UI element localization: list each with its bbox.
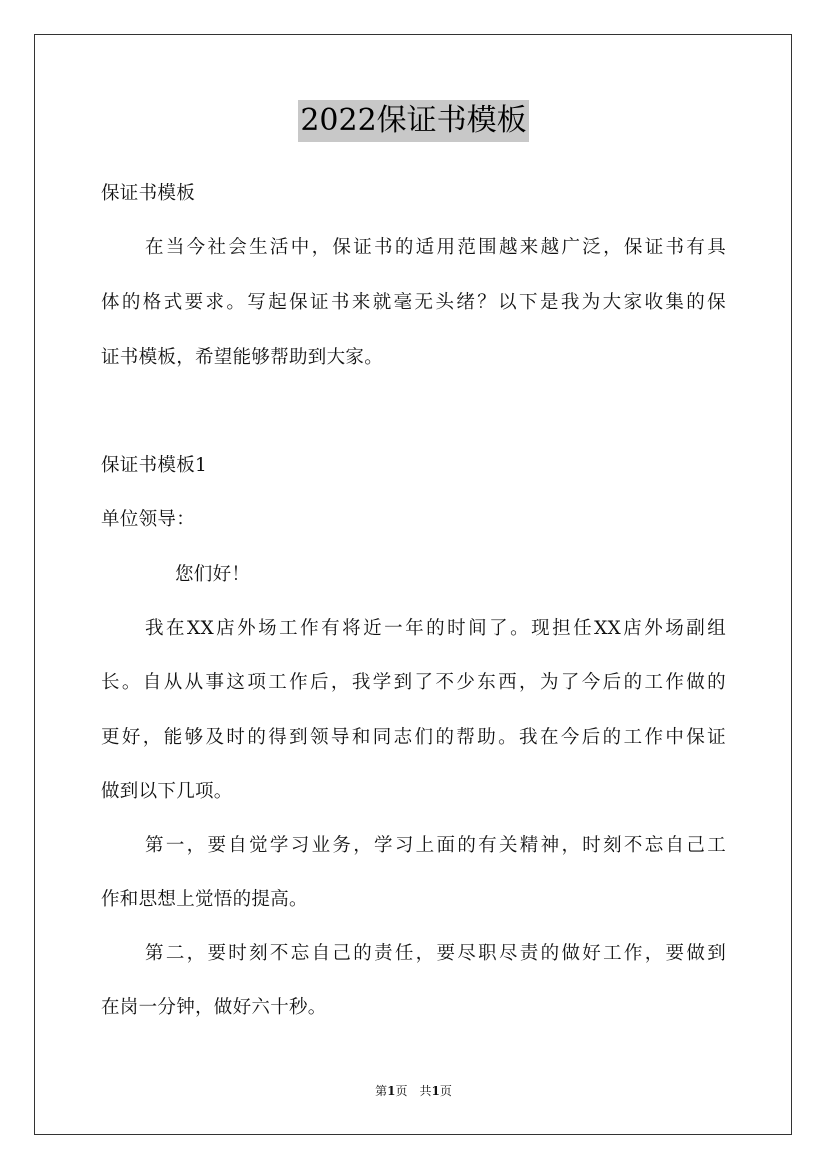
section-heading: 保证书模板 <box>101 183 196 204</box>
paragraph-line: 作和思想上觉悟的提高。 <box>101 889 308 910</box>
paragraph-line: 做到以下几项。 <box>101 781 233 802</box>
footer-total-pages: 1 <box>431 1084 440 1098</box>
paragraph-line: 第二，要时刻不忘自己的责任，要尽职尽责的做好工作，要做到 <box>145 943 726 964</box>
section-heading: 保证书模板1 <box>101 455 208 476</box>
paragraph-line: 在岗一分钟，做好六十秒。 <box>101 997 327 1018</box>
paragraph-line: 我在XX店外场工作有将近一年的时间了。现担任XX店外场副组 <box>145 618 726 639</box>
paragraph-line: 体的格式要求。写起保证书来就毫无头绪？以下是我为大家收集的保 <box>101 292 726 313</box>
document-title: 2022保证书模板 <box>298 100 528 142</box>
paragraph-line: 在当今社会生活中，保证书的适用范围越来越广泛，保证书有具 <box>145 237 726 258</box>
title-wrap <box>0 100 827 142</box>
paragraph-line: 证书模板，希望能够帮助到大家。 <box>101 347 384 368</box>
paragraph-line: 长。自从从事这项工作后，我学到了不少东西，为了今后的工作做的 <box>101 672 726 693</box>
footer-prefix: 第 <box>375 1084 388 1098</box>
footer-suffix: 页 <box>439 1084 452 1098</box>
salutation: 单位领导： <box>101 509 196 530</box>
footer-page-number: 1 <box>387 1084 396 1098</box>
page-footer <box>0 1083 827 1099</box>
paragraph-line: 更好，能够及时的得到领导和同志们的帮助。我在今后的工作中保证 <box>101 727 726 748</box>
footer-mid: 页 共 <box>395 1084 432 1098</box>
paragraph-line: 第一，要自觉学习业务，学习上面的有关精神，时刻不忘自己工 <box>145 835 726 856</box>
greeting: 您们好！ <box>175 564 251 585</box>
